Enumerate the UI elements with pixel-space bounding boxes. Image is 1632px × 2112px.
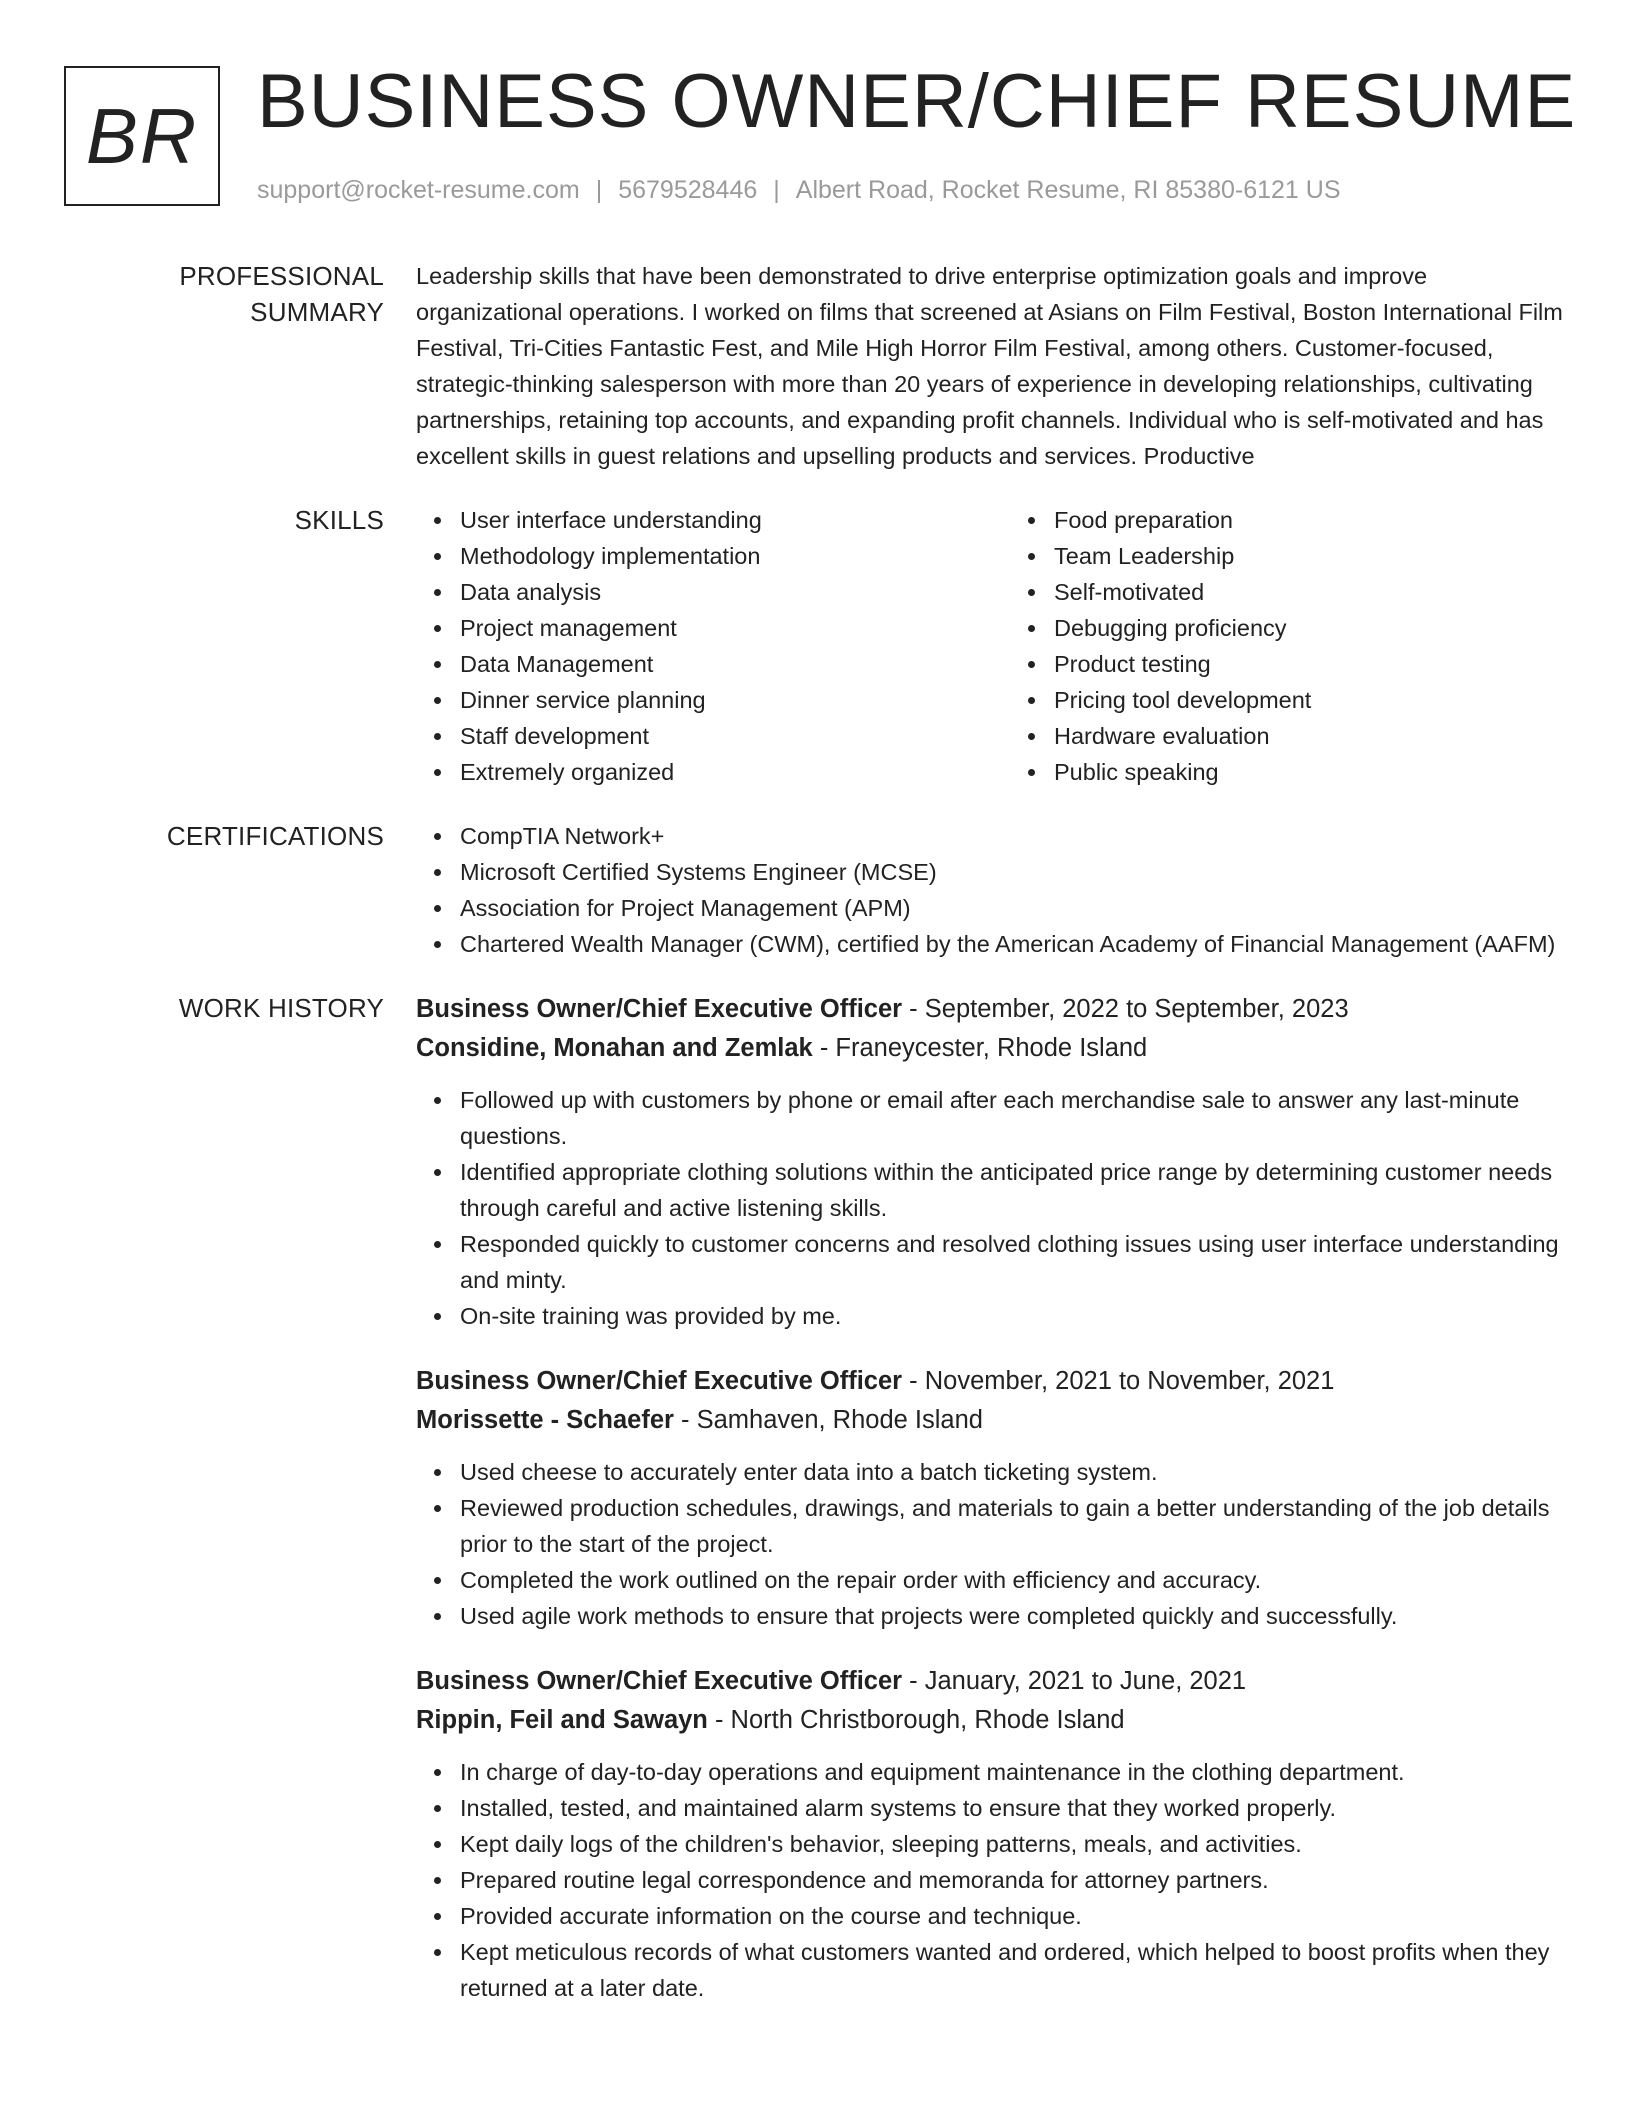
certification-item: Chartered Wealth Manager (CWM), certified by the American Academy of Financial Management (AAFM): [460, 926, 1570, 962]
monogram-logo: BR: [64, 66, 220, 206]
work-history-label: WORK HISTORY: [178, 993, 384, 1023]
job-dates: - November, 2021 to November, 2021: [902, 1367, 1335, 1395]
job-entry: [416, 1362, 1570, 1634]
certifications-label: CERTIFICATIONS: [166, 821, 384, 851]
skill-item: Public speaking: [1054, 754, 1604, 790]
job-duty: Kept meticulous records of what customers wanted and ordered, which helped to boost profits when they returned at a later date.: [460, 1934, 1570, 2006]
job-duty: Installed, tested, and maintained alarm systems to ensure that they worked properly.: [460, 1790, 1570, 1826]
job-company: Morissette - Schaefer: [416, 1406, 674, 1434]
job-role-line: [416, 990, 1570, 1029]
summary-section: [64, 258, 1570, 474]
skill-item: Dinner service planning: [460, 682, 1010, 718]
contact-address: Albert Road, Rocket Resume, RI 85380-6121 US: [795, 176, 1341, 204]
contact-separator: |: [773, 176, 780, 204]
resume-content: [64, 258, 1570, 2062]
skills-section: [64, 502, 1570, 790]
job-location: - Samhaven, Rhode Island: [673, 1406, 983, 1434]
skill-item: Data Management: [460, 646, 1010, 682]
job-duty: Used cheese to accurately enter data into a batch ticketing system.: [460, 1454, 1570, 1490]
skill-item: Staff development: [460, 718, 1010, 754]
job-duty: Provided accurate information on the course and technique.: [460, 1898, 1570, 1934]
skill-item: Food preparation: [1054, 502, 1604, 538]
skill-item: Team Leadership: [1054, 538, 1604, 574]
skills-label: SKILLS: [294, 505, 384, 535]
job-role-line: [416, 1362, 1570, 1401]
job-duty: Followed up with customers by phone or email after each merchandise sale to answer any last-minute questions.: [460, 1082, 1570, 1154]
job-duty: Responded quickly to customer concerns and resolved clothing issues using user interface understanding and minty.: [460, 1226, 1570, 1298]
job-duties: [416, 1754, 1570, 2006]
skill-item: Hardware evaluation: [1054, 718, 1604, 754]
job-duty: Reviewed production schedules, drawings, and materials to gain a better understanding of the job details prior to the start of the project.: [460, 1490, 1570, 1562]
job-duties: [416, 1454, 1570, 1634]
job-dates: - January, 2021 to June, 2021: [902, 1667, 1247, 1695]
job-company-line: [416, 1701, 1570, 1740]
skill-item: Data analysis: [460, 574, 1010, 610]
job-company: Considine, Monahan and Zemlak: [416, 1034, 813, 1062]
job-role-line: [416, 1662, 1570, 1701]
job-dates: - September, 2022 to September, 2023: [902, 995, 1349, 1023]
skill-item: Methodology implementation: [460, 538, 1010, 574]
skills-list-left: [416, 502, 1010, 790]
contact-separator: |: [595, 176, 603, 204]
skill-item: Pricing tool development: [1054, 682, 1604, 718]
resume-header: [64, 59, 1577, 214]
job-duty: Completed the work outlined on the repair order with efficiency and accuracy.: [460, 1562, 1570, 1598]
certifications-list: [416, 818, 1570, 962]
skill-item: Self-motivated: [1054, 574, 1604, 610]
job-company-line: [416, 1401, 1570, 1440]
certification-item: Microsoft Certified Systems Engineer (MCSE): [460, 854, 1570, 890]
job-entry: [416, 1662, 1570, 2006]
contact-email: support@rocket-resume.com: [257, 176, 580, 204]
job-location: - Franeycester, Rhode Island: [812, 1034, 1148, 1062]
job-role: Business Owner/Chief Executive Officer: [416, 995, 903, 1023]
contact-line: [257, 174, 1341, 206]
summary-label: PROFESSIONAL SUMMARY: [179, 261, 384, 327]
certifications-section: [64, 818, 1570, 962]
job-role: Business Owner/Chief Executive Officer: [416, 1367, 903, 1395]
certification-item: Association for Project Management (APM): [460, 890, 1570, 926]
work-history-section: [64, 990, 1570, 2034]
job-duty: Kept daily logs of the children's behavior, sleeping patterns, meals, and activities.: [460, 1826, 1570, 1862]
certification-item: CompTIA Network+: [460, 818, 1570, 854]
job-duty: On-site training was provided by me.: [460, 1298, 1570, 1334]
job-role: Business Owner/Chief Executive Officer: [416, 1667, 903, 1695]
job-location: - North Christborough, Rhode Island: [707, 1706, 1125, 1734]
skill-item: Product testing: [1054, 646, 1604, 682]
resume-title: BUSINESS OWNER/CHIEF RESUME: [257, 59, 1577, 144]
skill-item: Debugging proficiency: [1054, 610, 1604, 646]
job-entry: [416, 990, 1570, 1334]
skills-list-right: [1010, 502, 1604, 790]
job-duty: Used agile work methods to ensure that projects were completed quickly and successfully.: [460, 1598, 1570, 1634]
job-duties: [416, 1082, 1570, 1334]
job-duty: Prepared routine legal correspondence and memoranda for attorney partners.: [460, 1862, 1570, 1898]
job-duty: In charge of day-to-day operations and equipment maintenance in the clothing department.: [460, 1754, 1570, 1790]
skill-item: User interface understanding: [460, 502, 1010, 538]
skill-item: Project management: [460, 610, 1010, 646]
job-duty: Identified appropriate clothing solutions within the anticipated price range by determining customer needs through careful and active listening skills.: [460, 1154, 1570, 1226]
skill-item: Extremely organized: [460, 754, 1010, 790]
job-company: Rippin, Feil and Sawayn: [416, 1706, 708, 1734]
job-company-line: [416, 1029, 1570, 1068]
summary-text: Leadership skills that have been demonstrated to drive enterprise optimization goals and improve organizational operations. I worked on films that screened at Asians on Film Festival, Boston International Film Festival, Tri-Cities Fantastic Fest, and Mile High Horror Film Festival, among others. Customer-focused, strategic-thinking salesperson with more than 20 years of experience in developing relationships, cultivating partnerships, retaining top accounts, and expanding profit channels. Individual who is self-motivated and has excellent skills in guest relations and upselling products and services. Productive: [416, 263, 1563, 469]
contact-phone: 5679528446: [618, 176, 758, 204]
